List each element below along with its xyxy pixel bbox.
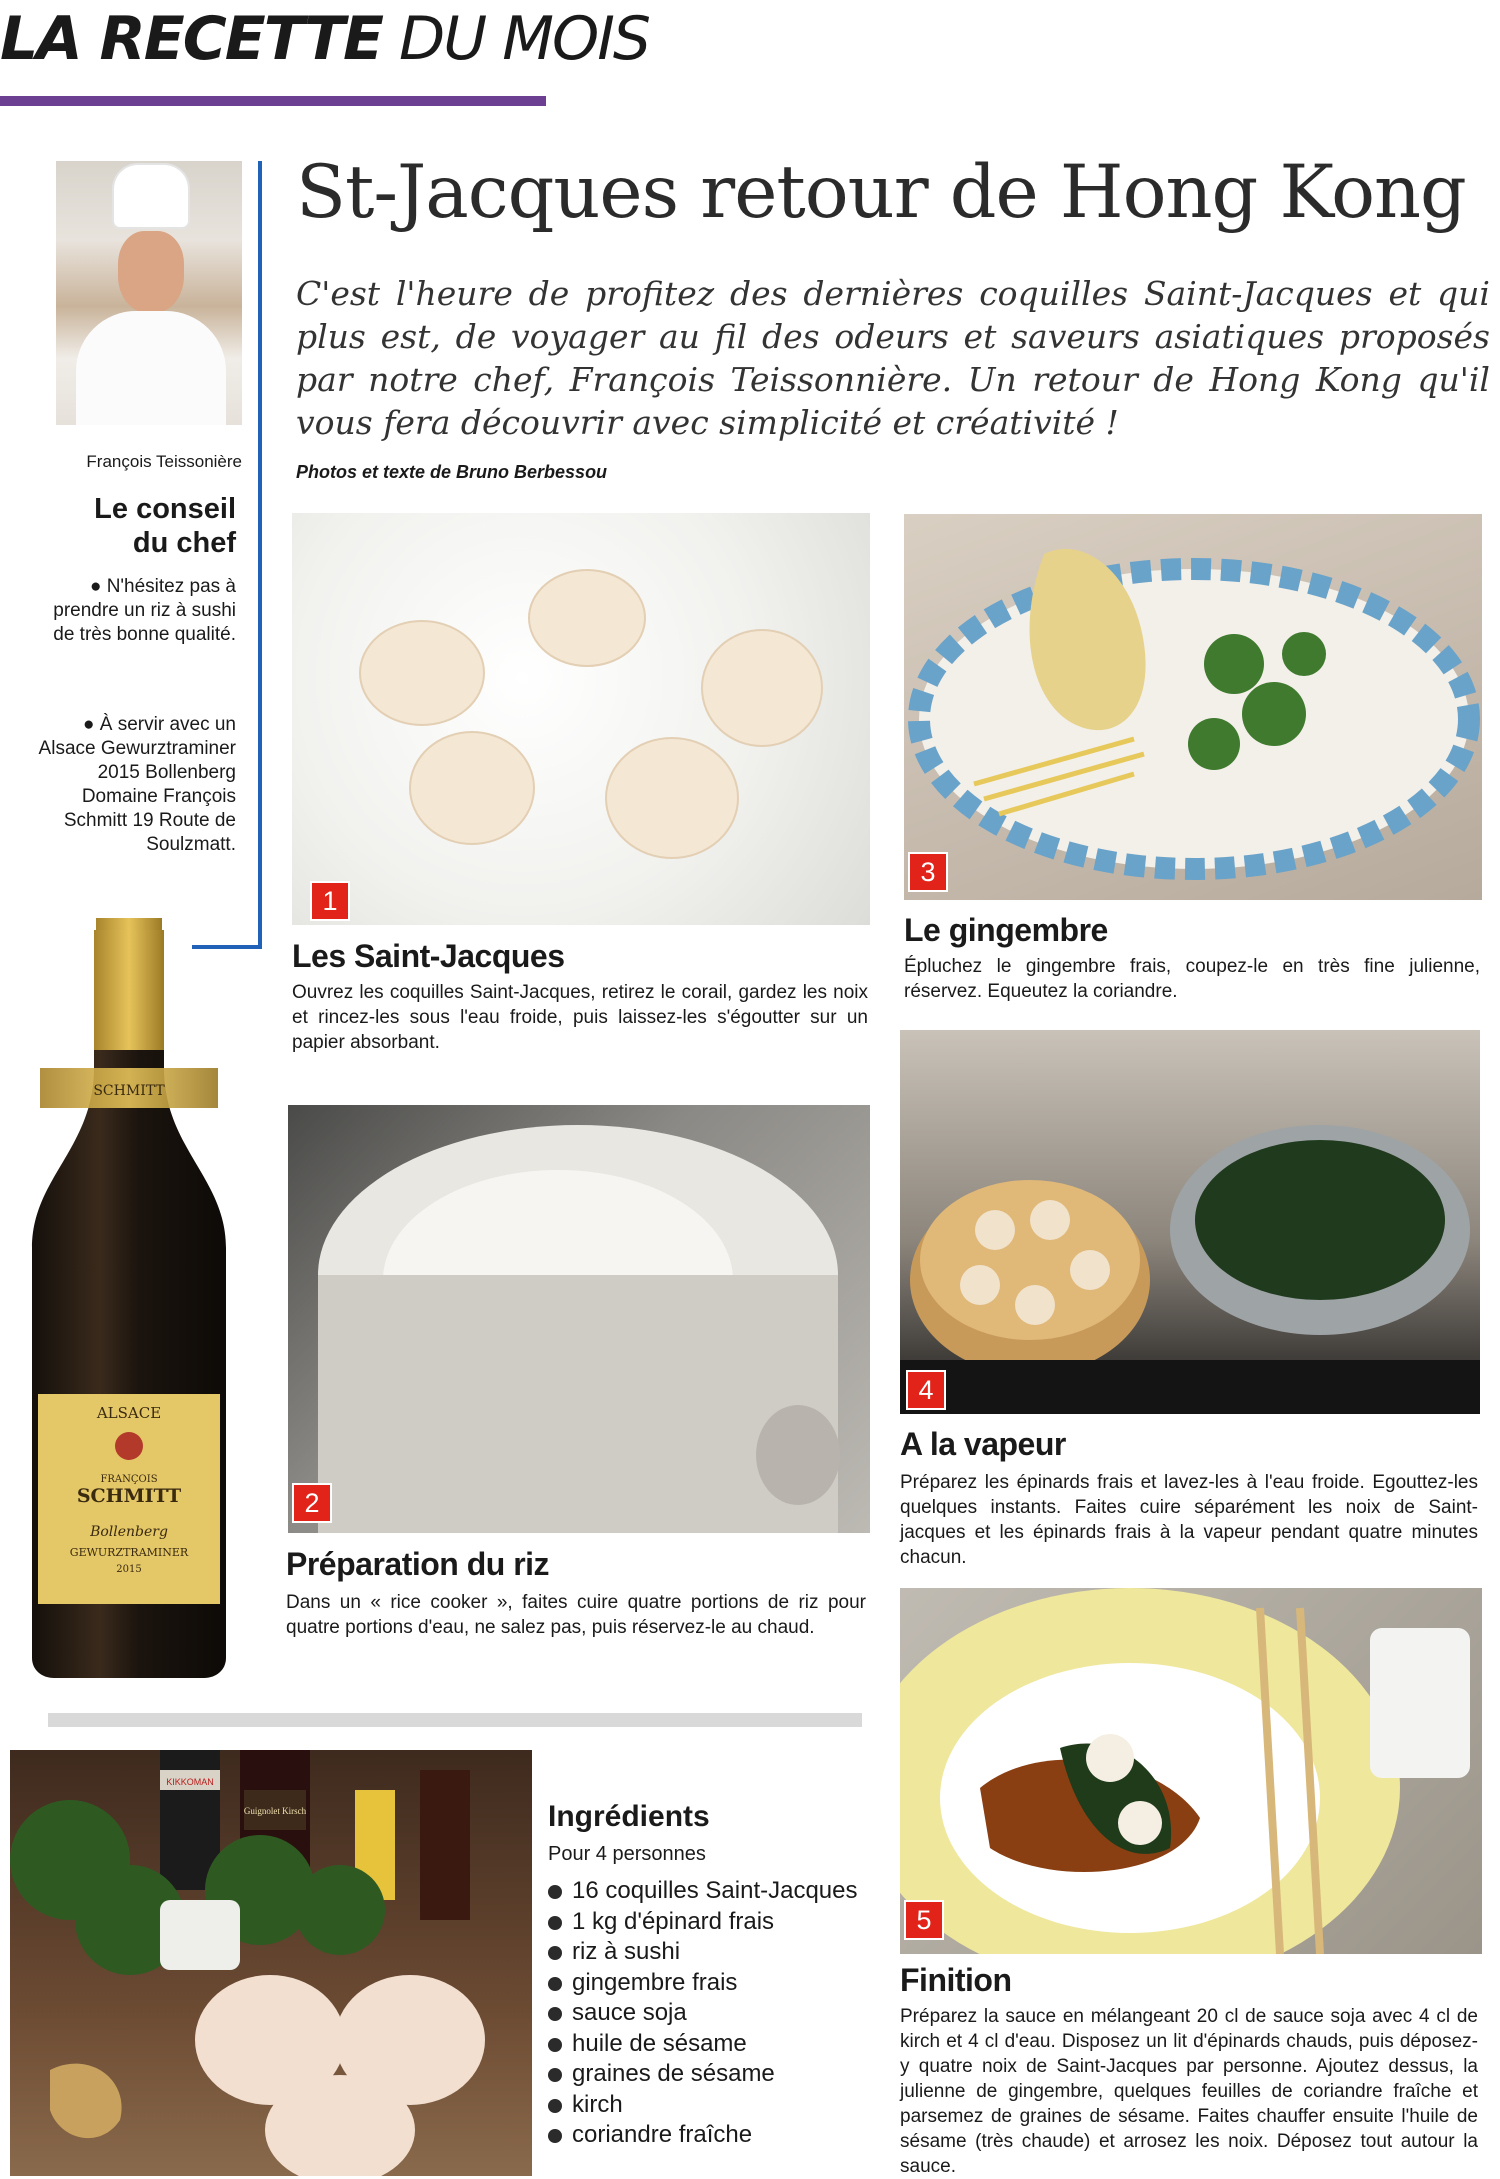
step-title: Les Saint-Jacques <box>292 938 565 974</box>
ingredient-item: gingembre frais <box>548 1968 858 1999</box>
step-title: Finition <box>900 1962 1012 1998</box>
wine-maker-last: SCHMITT <box>76 1485 182 1507</box>
ingredient-item: graines de sésame <box>548 2059 858 2090</box>
wine-vineyard: Bollenberg <box>90 1524 168 1540</box>
ginger-plate-photo <box>904 514 1482 900</box>
step-number-badge: 3 <box>910 854 946 890</box>
tip-item: ● À servir avec un Alsace Gewurztraminer 2015 Bollenberg Domaine François Schmitt 19 Route de Soulzmatt. <box>38 714 236 855</box>
scallops-photo <box>292 513 870 925</box>
step-text: Préparez les épinards frais et lavez-les à l'eau froide. Egouttez-les quelques instants. Faites cuire séparément les noix de Saint-jacques et les épinards frais à la vapeur pendant quatre minutes chacun. <box>900 1472 1478 1568</box>
step-title: Préparation du riz <box>286 1546 550 1582</box>
ingredients-title: Ingrédients <box>548 1800 710 1833</box>
wine-region: ALSACE <box>96 1404 162 1422</box>
ingredient-item: 16 coquilles Saint-Jacques <box>548 1876 858 1907</box>
finished-dish-photo <box>900 1588 1482 1954</box>
step-number-badge: 2 <box>294 1485 330 1521</box>
ingredient-item: coriandre fraîche <box>548 2120 858 2151</box>
tip-item: ● N'hésitez pas à prendre un riz à sushi de très bonne qualité. <box>53 576 236 645</box>
ingredients-servings: Pour 4 personnes <box>548 1843 706 1865</box>
ingredient-item: 1 kg d'épinard frais <box>548 1907 858 1938</box>
kirsch-label: Guignolet Kirsch <box>243 1806 307 1816</box>
step-number-badge: 4 <box>908 1372 944 1408</box>
article-title: St-Jacques retour de Hong Kong <box>296 150 1466 235</box>
step-text: Épluchez le gingembre frais, coupez-le en très fine julienne, réservez. Equeutez la coriandre. <box>904 956 1480 1002</box>
chef-portrait <box>56 161 242 425</box>
steamer-photo <box>900 1030 1480 1414</box>
section-title: LA RECETTE DU MOIS <box>0 4 650 74</box>
ingredient-item: sauce soja <box>548 1998 858 2029</box>
step-title: A la vapeur <box>900 1426 1066 1462</box>
step-text: Ouvrez les coquilles Saint-Jacques, retirez le corail, gardez les noix et rincez-les sous l'eau froide, puis laissez-les s'égoutter sur un papier absorbant. <box>292 982 868 1053</box>
sidebar-divider <box>258 161 262 949</box>
wine-variety: GEWURZTRAMINER <box>69 1546 189 1559</box>
step-number-badge: 5 <box>906 1902 942 1938</box>
wine-neck-label: SCHMITT <box>93 1083 165 1099</box>
chef-caption: François Teissonière <box>86 452 242 471</box>
step-number-badge: 1 <box>312 883 348 919</box>
step-text: Préparez la sauce en mélangeant 20 cl de sauce soja avec 4 cl de kirch et 4 cl d'eau. Disposez un lit d'épinards chauds, puis déposez-y quatre noix de Saint-Jacques par personne. Ajoutez dessus, la julienne de gingembre, quelques feuilles de coriandre fraîche et parsemez de graines de sésame. Faites chauffer ensuite l'huile de sésame (très chaude) et arrosez les noix. Déposez tout autour la sauce. <box>900 2006 1478 2177</box>
tip-title: Le conseil du chef <box>94 493 236 559</box>
article-lede: C'est l'heure de profitez des dernières coquilles Saint-Jacques et qui plus est, de voyager au fil des odeurs et saveurs asiatiques proposés par notre chef, François Teissonnière. Un retour de Hong Kong qu'il vous fera découvrir avec simplicité et créativité ! <box>296 274 1490 442</box>
step-title: Le gingembre <box>904 912 1108 948</box>
ingredients-photo <box>10 1750 532 2176</box>
ingredient-item: kirch <box>548 2090 858 2121</box>
ingredient-item: riz à sushi <box>548 1937 858 1968</box>
ingredient-item: huile de sésame <box>548 2029 858 2060</box>
section-title-underline <box>0 96 546 106</box>
ingredients-divider <box>48 1713 862 1727</box>
rice-cooker-photo <box>288 1105 870 1533</box>
ingredients-list <box>548 1876 858 2151</box>
wine-bottle-image <box>26 918 232 1680</box>
photo-credit: Photos et texte de Bruno Berbessou <box>296 462 608 482</box>
soy-sauce-label: KIKKOMAN <box>166 1777 214 1787</box>
wine-year: 2015 <box>116 1564 142 1575</box>
step-text: Dans un « rice cooker », faites cuire quatre portions de riz pour quatre portions d'eau, ne salez pas, puis réservez-le au chaud. <box>286 1592 866 1638</box>
wine-maker-first: FRANÇOIS <box>100 1474 158 1485</box>
